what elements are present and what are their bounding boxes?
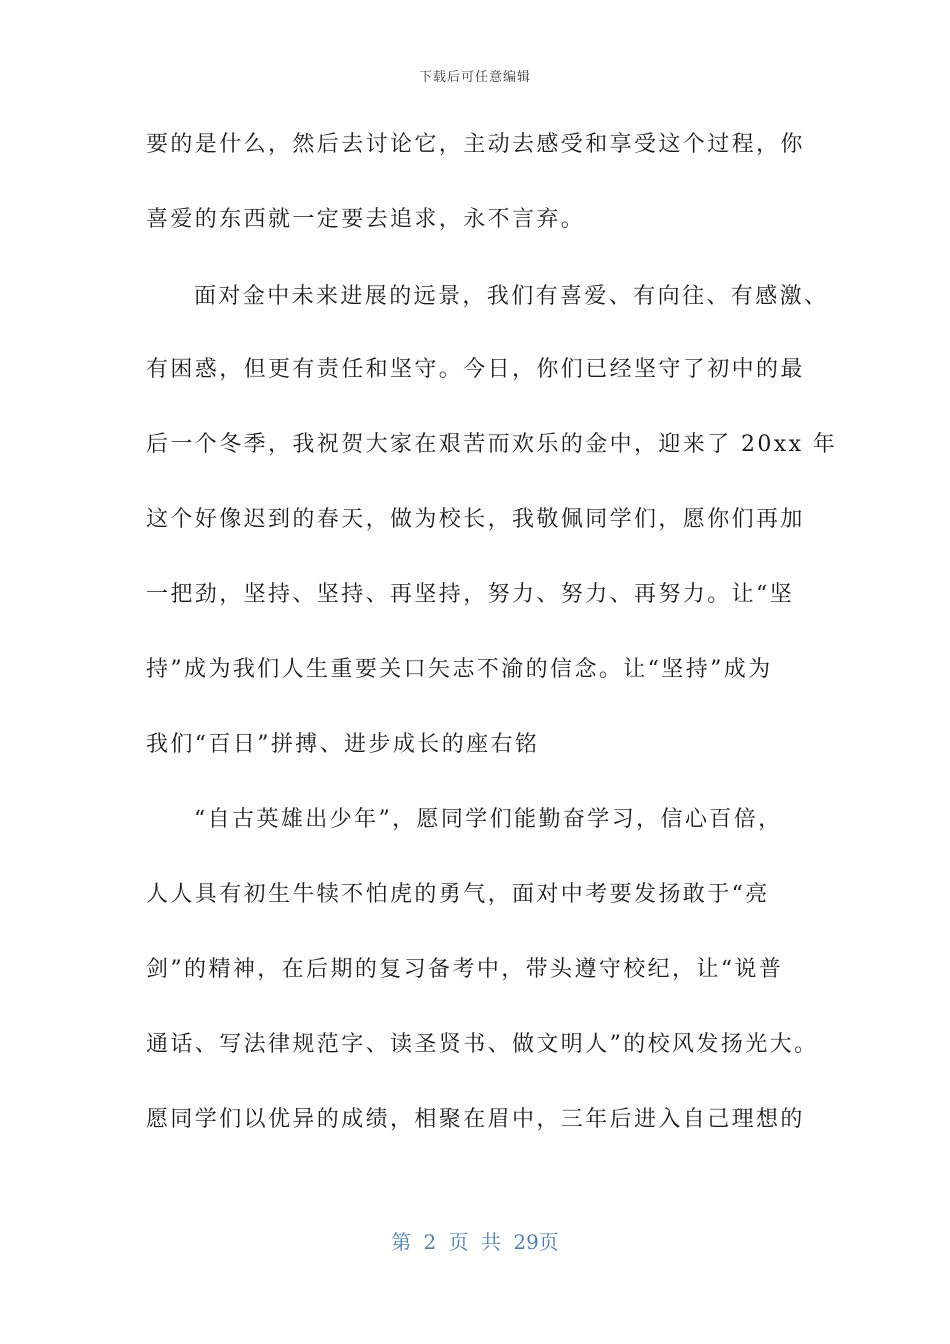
- text-line-7: 一把劲，坚持、坚持、再坚持，努力、努力、再努力。让“坚: [146, 582, 795, 607]
- text-line-3-paragraph-start: 面对金中未来进展的远景，我们有喜爱、有向往、有感激、: [194, 284, 829, 309]
- text-line-9: 我们“百日”拼搏、进步成长的座右铭: [146, 732, 540, 757]
- text-line-12: 剑”的精神，在后期的复习备考中，带头遵守校纪，让“说普: [146, 957, 784, 982]
- page-header: 下载后可任意编辑: [418, 70, 531, 85]
- text-line-11: 人人具有初生牛犊不怕虎的勇气，面对中考要发扬敢于“亮: [146, 882, 770, 907]
- text-line-8: 持”成为我们人生重要关口矢志不渝的信念。让“坚持”成为: [146, 657, 773, 682]
- text-line-2: 喜爱的东西就一定要去追求，永不言弃。: [146, 207, 586, 232]
- text-line-6: 这个好像迟到的春天，做为校长，我敬佩同学们，愿你们再加: [146, 507, 805, 532]
- text-line-10-paragraph-start: “自古英雄出少年”，愿同学们能勤奋学习，信心百倍，: [194, 807, 783, 832]
- text-line-5: 后一个冬季，我祝贺大家在艰苦而欢乐的金中，迎来了 20xx 年: [146, 432, 838, 457]
- page-number-footer: 第 2 页 共 29页: [391, 1230, 559, 1254]
- text-line-14: 愿同学们以优异的成绩，相聚在眉中，三年后进入自己理想的: [146, 1107, 805, 1132]
- text-line-4: 有困惑，但更有责任和坚守。今日，你们已经坚守了初中的最: [146, 357, 805, 382]
- text-line-13: 通话、写法律规范字、读圣贤书、做文明人”的校风发扬光大。: [146, 1032, 819, 1057]
- text-line-1: 要的是什么，然后去讨论它，主动去感受和享受这个过程，你: [146, 132, 805, 157]
